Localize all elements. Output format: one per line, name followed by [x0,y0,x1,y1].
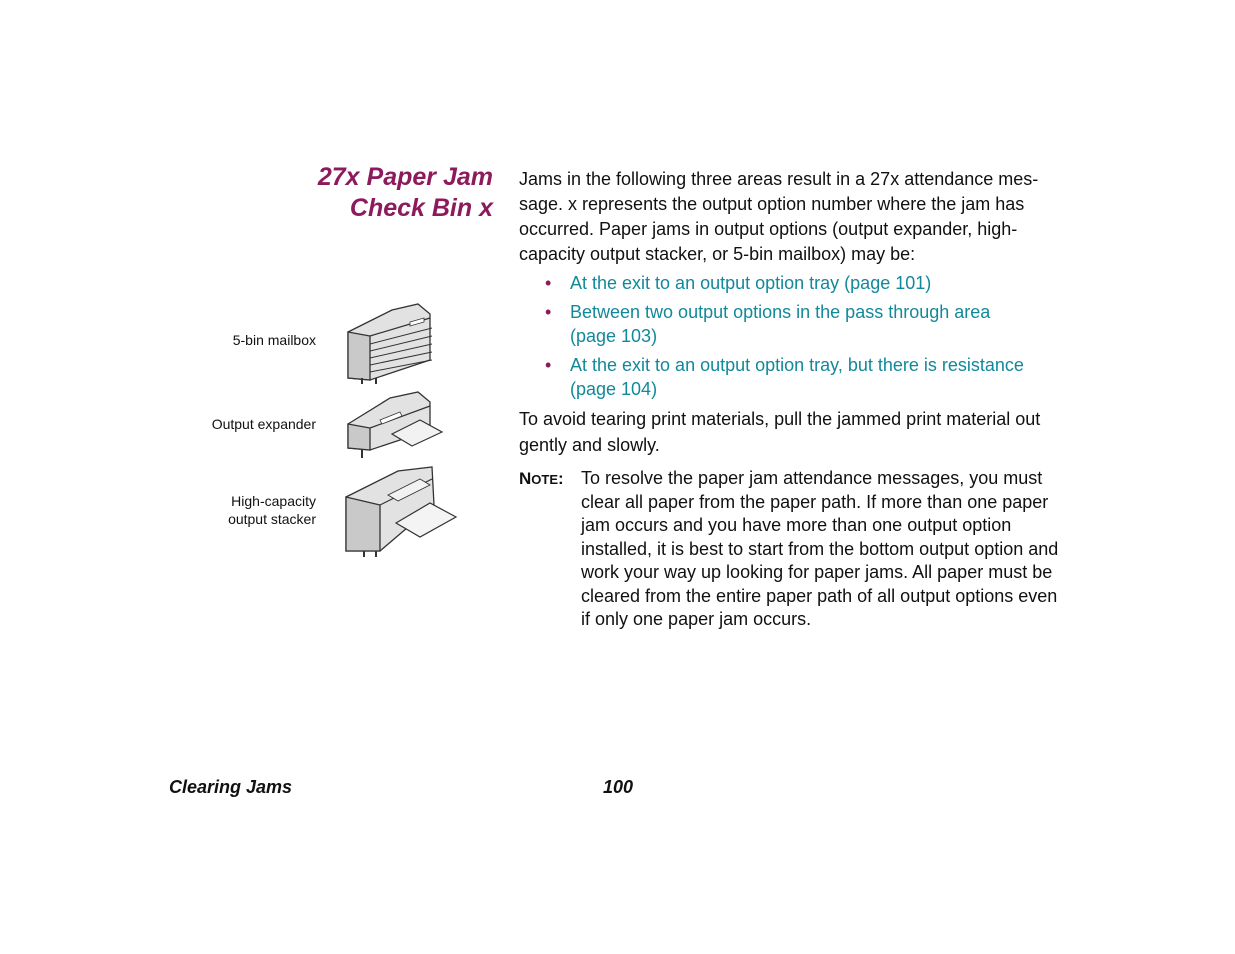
mailbox-5bin-icon [340,300,440,386]
bullet-icon: • [545,355,552,375]
footer-page-number: 100 [603,777,634,797]
bullet-icon: • [545,273,552,293]
note-label: NOTE: [519,469,564,488]
list-item [519,353,1079,401]
link-pass-through-area[interactable]: Between two output options in the pass through area (page 103) [570,302,991,346]
high-capacity-stacker-icon [340,465,460,560]
list-item [519,300,1079,348]
intro-paragraph: Jams in the following three areas result in a 27x attendance mes- sage. x represents the output option number where the jam has occurred. Paper jams in output options (output expander, high- capacity output stacker, or 5-bin mailbox) may be: [519,169,1039,264]
list-item [519,271,1079,295]
link-exit-resistance[interactable]: At the exit to an output option tray, but there is resistance (page 104) [570,355,1024,399]
bullet-icon: • [545,302,552,322]
tearing-advice-paragraph: To avoid tearing print materials, pull the jammed print material out gently and slowly. [519,409,1041,455]
section-heading-line1: 27x Paper Jam [317,163,493,191]
figure-label-stacker: High-capacity output stacker [228,493,316,527]
body-column [519,167,1079,632]
link-exit-output-tray[interactable]: At the exit to an output option tray (page 101) [570,273,932,293]
figure-label-mailbox: 5-bin mailbox [232,332,316,348]
output-expander-icon [340,390,445,462]
figure-label-expander: Output expander [211,416,316,432]
section-heading [193,162,493,224]
footer-chapter-title: Clearing Jams [169,777,293,797]
section-heading-line2: Check Bin x [349,194,493,222]
note-text: To resolve the paper jam attendance messages, you must clear all paper from the paper path. If more than one paper jam occurs and you have more than one output option installed, it is best to start from the bottom output option and work your way up looking for paper jams. All paper must be cleared from the entire paper path of all output options even if only one paper jam occurs. [581,468,1059,629]
note-block [519,467,1079,632]
jam-area-list [519,271,1079,401]
